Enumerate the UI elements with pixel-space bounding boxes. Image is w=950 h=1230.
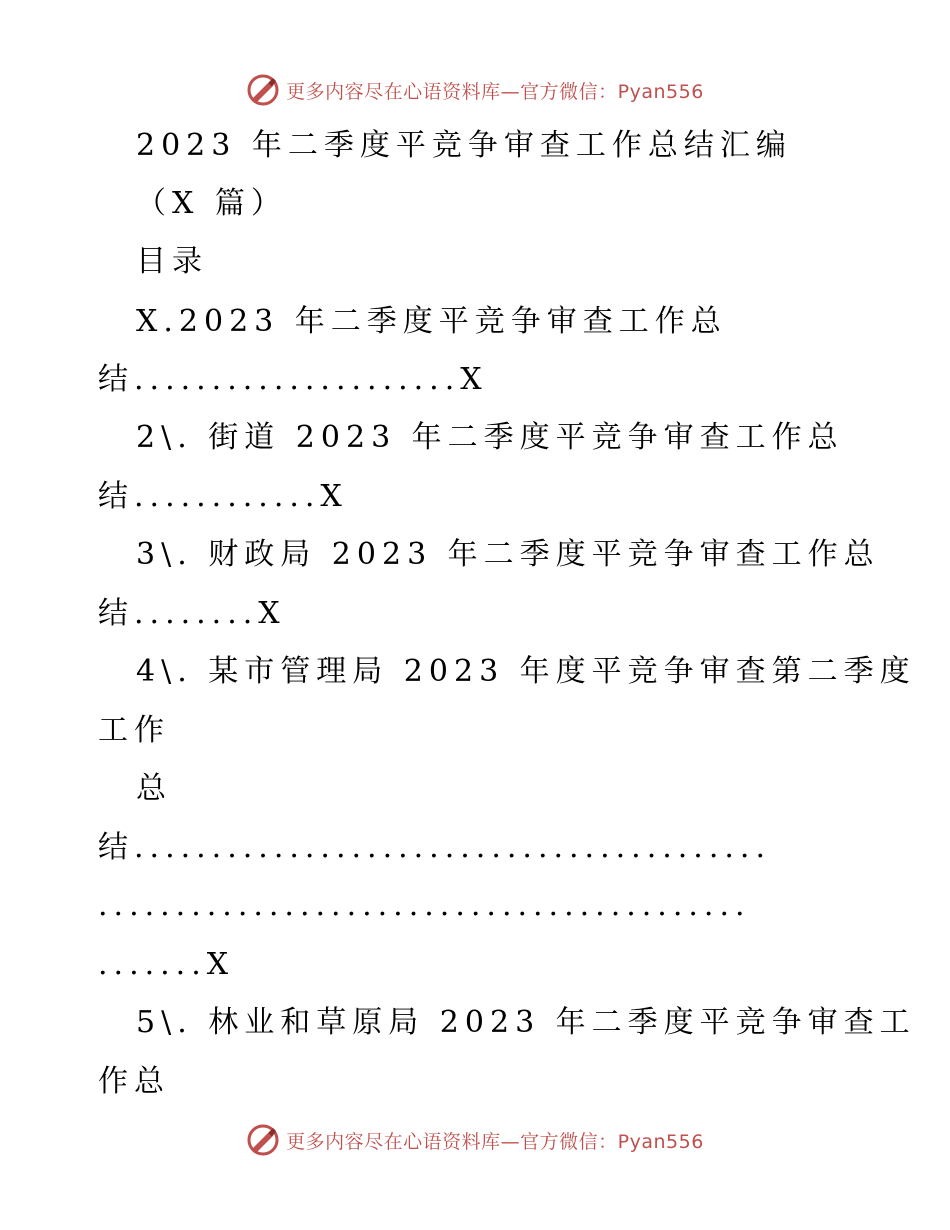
watermark-header: [0, 70, 950, 110]
pen-logo-icon: [246, 1123, 280, 1157]
watermark-footer: [0, 1120, 950, 1160]
document-title: 2023 年二季度平竞争审查工作总结汇编: [136, 128, 792, 163]
toc-entry-4-line-5: ..........................................: [98, 888, 751, 923]
watermark-text: 更多内容尽在心语资料库—官方微信：Pyan556: [286, 1130, 704, 1153]
toc-entry-1-line-2: 结.....................X: [98, 362, 488, 397]
toc-entry-3-line-1: 3\. 财政局 2023 年二季度平竞争审查工作总: [136, 537, 880, 572]
document-subtitle: （X 篇）: [136, 186, 287, 221]
toc-entry-5-line-1: 5\. 林业和草原局 2023 年二季度平竞争审查工: [136, 1005, 916, 1040]
toc-entry-4-line-4: 结.........................................: [98, 830, 771, 865]
pen-logo-icon: [246, 73, 280, 107]
toc-entry-5-line-2: 作总: [98, 1064, 170, 1099]
toc-entry-4-line-1: 4\. 某市管理局 2023 年度平竞争审查第二季度: [136, 654, 916, 689]
toc-heading: 目录: [136, 244, 208, 279]
toc-entry-3-line-2: 结........X: [98, 596, 286, 631]
toc-entry-1-line-1: X.2023 年二季度平竞争审查工作总: [136, 304, 727, 339]
toc-entry-4-line-6: .......X: [98, 947, 235, 982]
toc-entry-4-line-3: 总: [136, 771, 172, 806]
toc-entry-2-line-1: 2\. 街道 2023 年二季度平竞争审查工作总: [136, 420, 844, 455]
toc-entry-2-line-2: 结............X: [98, 479, 348, 514]
watermark-text: 更多内容尽在心语资料库—官方微信：Pyan556: [286, 80, 704, 103]
toc-entry-4-line-2: 工作: [98, 713, 170, 748]
